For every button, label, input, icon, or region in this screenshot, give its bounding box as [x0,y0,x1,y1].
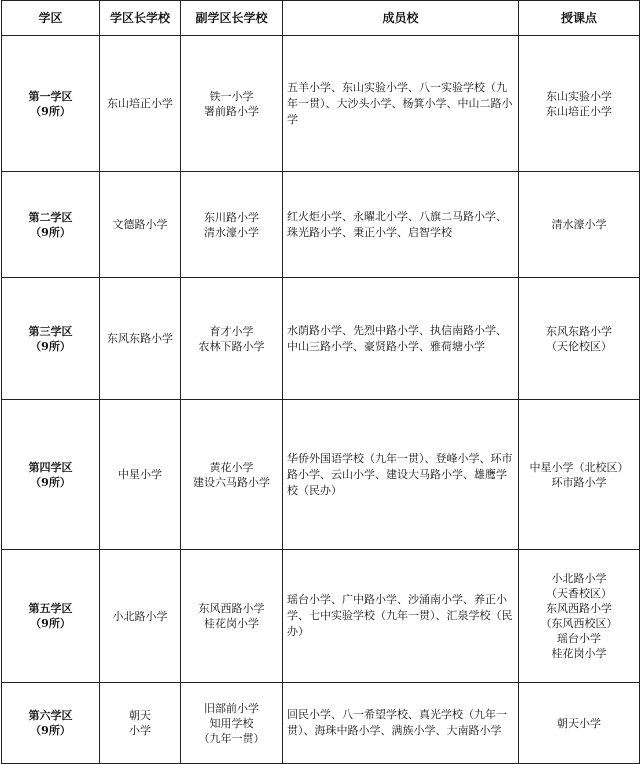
members-cell: 回民小学、八一希望学校、真光学校（九年一贯）、海珠中路小学、满族小学、大南路小学 [283,683,519,764]
header-head-school: 学区长学校 [100,1,181,36]
deputy-school-name: 农林下路小学 [198,339,265,353]
head-school-cell [100,278,181,400]
venue-name: （天伦校区） [546,339,612,353]
deputy-school-name: 铁一小学 [209,89,254,103]
deputy-school-name: 署前路小学 [204,104,259,118]
deputy-school-cell [181,36,283,172]
district-label: 第一学区 [28,89,73,103]
district-cell [2,400,100,550]
header-deputy-school: 副学区长学校 [181,1,283,36]
district-label: （9所） [30,475,71,489]
deputy-school-name: 黄花小学 [209,460,254,474]
head-school-cell [100,683,181,764]
deputy-school-name: 东风西路小学 [198,602,265,615]
deputy-school-name: （九年一贯） [198,731,265,745]
table-row [2,278,640,400]
venue-cell [519,683,640,764]
deputy-school-name: 东川路小学 [204,210,259,224]
deputy-school-cell [181,683,283,764]
district-cell [2,36,100,172]
header-district: 学区 [2,1,100,36]
head-school-cell [100,400,181,550]
district-label: 第三学区 [28,324,73,338]
district-label: （9所） [30,724,71,737]
venue-name: 东山实验小学 [546,89,612,103]
head-school-name: 中星小学 [118,468,162,481]
head-school-name: 东山培正小学 [107,97,173,110]
venue-cell [519,36,640,172]
table-row [2,172,640,278]
district-label: （9所） [30,339,71,353]
deputy-school-name: 育才小学 [209,324,254,338]
district-label: （9所） [30,225,71,239]
venue-cell [519,278,640,400]
header-members: 成员校 [283,1,519,36]
district-label: （9所） [30,617,71,630]
school-district-table [1,0,640,764]
deputy-school-name: 旧部前小学 [204,701,259,715]
deputy-school-cell [181,550,283,683]
head-school-cell [100,172,181,278]
members-cell: 五羊小学、东山实验小学、八一实验学校（九年一贯）、大沙头小学、杨箕小学、中山二路小学 [283,36,519,172]
head-school-cell [100,36,181,172]
deputy-school-name: 清水濠小学 [204,225,259,239]
head-school-name: 朝天 [129,709,151,722]
district-label: 第二学区 [28,210,73,224]
deputy-school-cell [181,278,283,400]
members-cell: 华侨外国语学校（九年一贯）、登峰小学、环市路小学、云山小学、建设大马路小学、雄鹰学校（民办） [283,400,519,550]
venue-cell [519,172,640,278]
members-cell: 水荫路小学、先烈中路小学、执信南路小学、中山三路小学、豪贤路小学、雅荷塘小学 [283,278,519,400]
district-cell [2,683,100,764]
venue-cell [519,550,640,683]
head-school-name: 小北路小学 [112,609,168,623]
venue-cell [519,400,640,550]
district-cell [2,172,100,278]
venue-name: 清水濠小学 [551,218,607,231]
head-school-name: 小学 [129,724,151,737]
venue-name: 瑶台小学 [557,632,601,645]
venue-name: 小北路小学 [551,572,607,585]
venue-name: （东风西校区） [540,617,618,630]
table-row [2,400,640,550]
venue-name: 东风西路小学 [546,602,612,615]
venue-name: 东山培正小学 [546,104,612,118]
deputy-school-cell [181,400,283,550]
deputy-school-name: 知用学校 [209,716,254,730]
deputy-school-name: 桂花岗小学 [204,617,259,630]
table-row [2,550,640,683]
table-row [2,36,640,172]
venue-name: （天香校区） [546,587,612,600]
district-label: 第六学区 [28,709,73,722]
district-label: 第五学区 [28,602,73,615]
venue-name: 中星小学（北校区） [529,460,629,474]
members-cell: 瑶台小学、广中路小学、沙涌南小学、养正小学、七中实验学校（九年一贯）、汇泉学校（民办） [283,550,519,683]
head-school-cell [100,550,181,683]
district-label: 第四学区 [28,460,73,474]
venue-name: 东风东路小学 [546,324,612,338]
venue-name: 环市路小学 [551,475,607,489]
district-label: （9所） [30,104,71,118]
members-cell: 红火炬小学、永曜北小学、八旗二马路小学、珠光路小学、秉正小学、启智学校 [283,172,519,278]
district-cell [2,550,100,683]
district-cell [2,278,100,400]
table-row [2,683,640,764]
venue-name: 朝天小学 [557,716,601,730]
deputy-school-cell [181,172,283,278]
head-school-name: 文德路小学 [112,218,168,231]
head-school-name: 东风东路小学 [107,332,173,345]
venue-name: 桂花岗小学 [551,647,607,660]
deputy-school-name: 建设六马路小学 [193,475,270,489]
header-venue: 授课点 [519,1,640,36]
header-row [2,1,640,36]
